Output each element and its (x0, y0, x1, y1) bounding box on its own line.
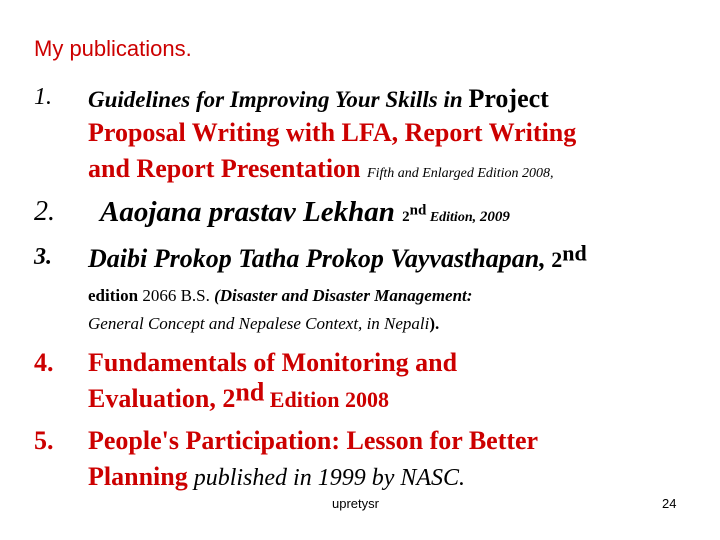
item-2-sup-b: nd (409, 202, 427, 219)
item-1-text-b: Project (468, 84, 549, 113)
item-1-line-3 (88, 154, 554, 184)
item-1-text-d: and Report Presentation (88, 154, 368, 183)
item-1-line-2: Proposal Writing with LFA, Report Writing (88, 118, 577, 147)
item-2-text-a: Aaojana prastav Lekhan (100, 196, 403, 228)
item-4-line-2 (88, 377, 389, 414)
item-4-text-c: Edition 2008 (264, 387, 389, 412)
item-1-text-e: Fifth and Enlarged Edition 2008, (367, 166, 554, 181)
item-3-text-a: Daibi Prokop Tatha Prokop Vayvasthapan, (88, 244, 546, 273)
item-1-line-1 (88, 84, 549, 114)
item-4-line-1: Fundamentals of Monitoring and (88, 348, 458, 377)
item-3-text-b: 2 (545, 247, 563, 272)
item-2-line-1 (100, 196, 510, 229)
item-number: 3. (34, 244, 52, 270)
item-2-text-c: Edition, (426, 210, 477, 225)
item-2-text-sup-a: 2 (402, 209, 410, 225)
item-5-line-1: People's Participation: Lesson for Better (88, 426, 539, 455)
item-3-text-d: 2066 B.S. (142, 286, 210, 305)
item-3-sup: nd (562, 240, 587, 266)
footer-author: upretysr (332, 496, 379, 511)
page-title: My publications. (34, 36, 192, 61)
item-3-line-2 (88, 286, 472, 306)
item-4-text-b: Evaluation, 2 (88, 384, 236, 413)
item-4-sup: nd (235, 377, 265, 407)
item-number: 2. (34, 196, 55, 227)
item-number: 1. (34, 84, 52, 110)
item-3-text-f: General Concept and Nepalese Context, (88, 314, 363, 333)
item-5-text-b: Planning (88, 462, 188, 491)
item-3-text-c: edition (88, 286, 143, 305)
item-3-line-3 (88, 314, 439, 334)
item-3-text-h: ). (429, 314, 440, 333)
item-3-line-1 (88, 240, 587, 274)
item-number: 4. (34, 348, 54, 377)
item-1-text-a: Guidelines for Improving Your Skills in (88, 87, 469, 112)
item-number: 5. (34, 426, 54, 455)
item-3-text-e: (Disaster and Disaster Management: (209, 286, 473, 305)
item-3-text-g: in Nepali (362, 314, 430, 333)
item-5-line-2 (88, 462, 465, 492)
item-2-text-d: 2009 (476, 209, 510, 225)
page-number: 24 (662, 496, 677, 511)
item-5-text-c: published in 1999 by NASC. (187, 465, 466, 491)
